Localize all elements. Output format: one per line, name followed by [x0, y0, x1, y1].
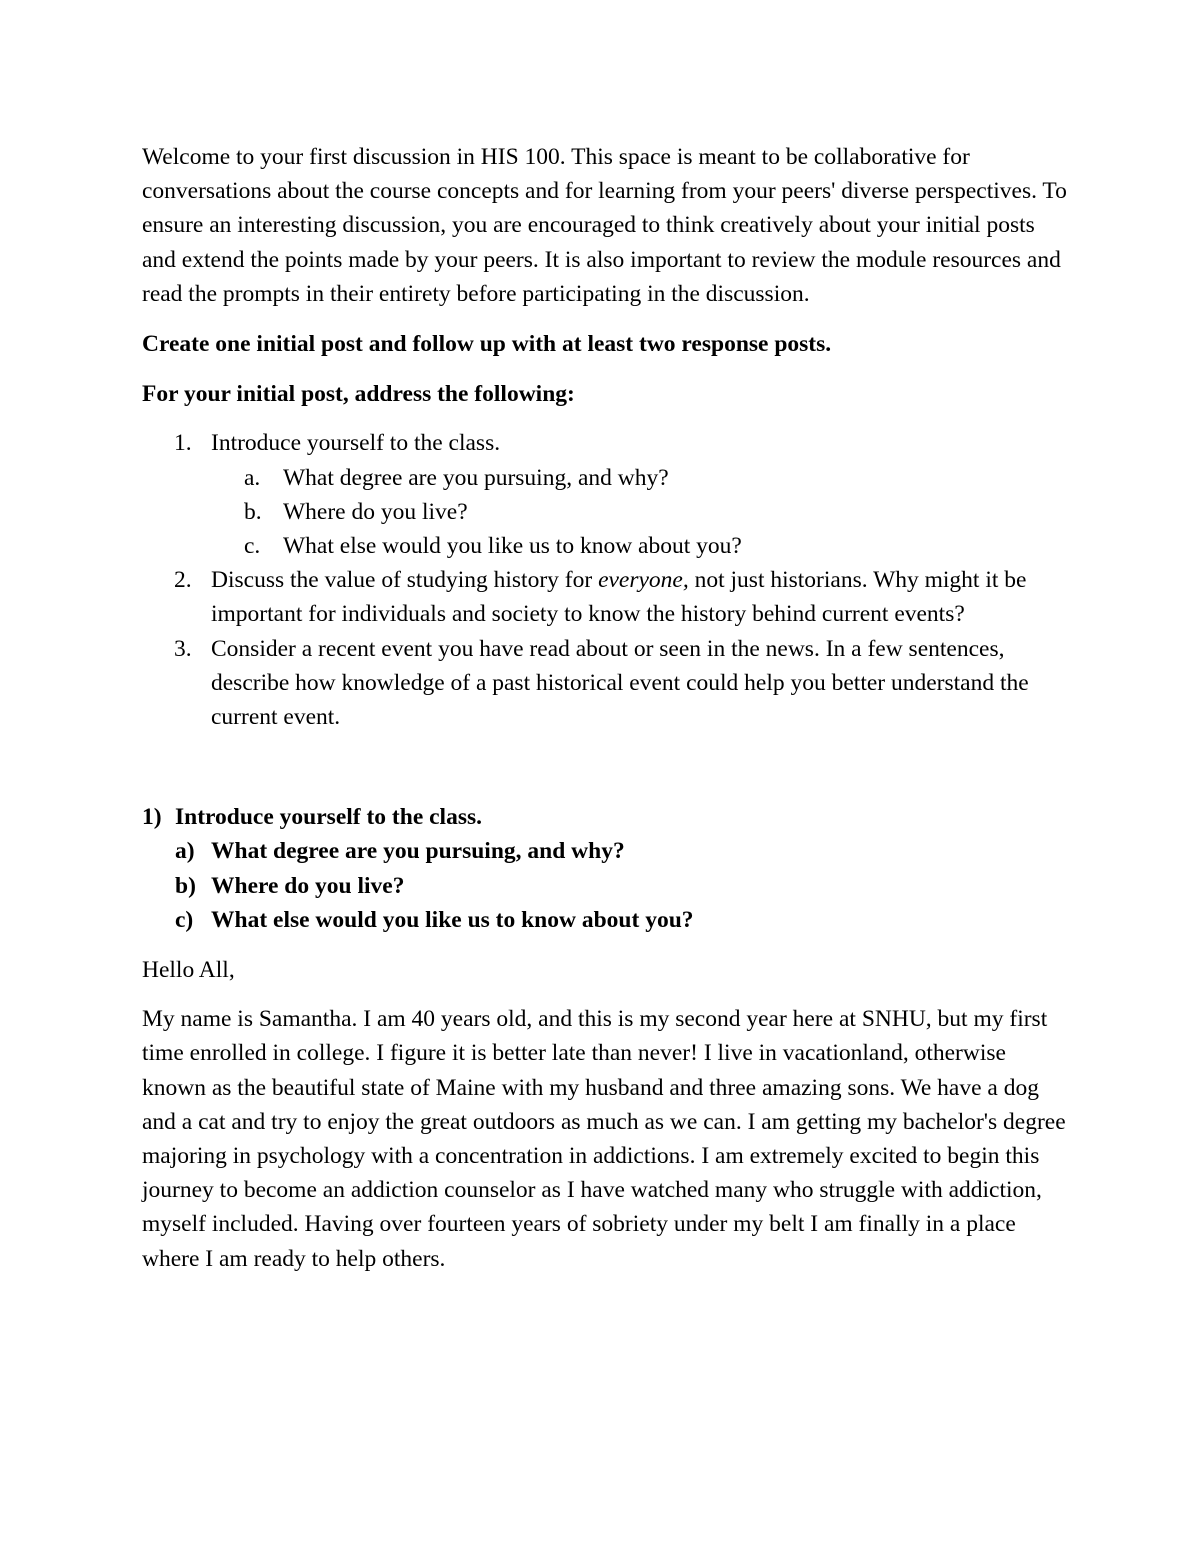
- prompt-text-after: not just historians. Why might it be important for individuals and society to know the history behind current events?: [211, 567, 1027, 628]
- prompt-subitem-letter: c.: [244, 533, 261, 560]
- answer-heading-subitem-text: Where do you live?: [211, 872, 405, 899]
- answer-heading-list: [142, 800, 1072, 937]
- prompt-subitem-letter: a.: [244, 464, 261, 491]
- greeting: Hello All,: [142, 957, 235, 984]
- prompt-number: 3.: [174, 635, 192, 662]
- answer-heading-subitem-text: What else would you like us to know about you?: [211, 906, 694, 933]
- answer-heading-subitem: [175, 869, 1072, 903]
- prompt-sublist: [211, 461, 1072, 564]
- document-page: [142, 140, 1072, 1276]
- prompt-item-2: [142, 563, 1072, 631]
- prompt-subitem: [211, 529, 1072, 563]
- response-paragraph: My name is Samantha. I am 40 years old, and this is my second year here at SNHU, but my first time enrolled in college. I figure it is better late than never! I live in vacationland, otherwise known as the beautiful state of Maine with my husband and three amazing sons. We have a dog and a cat and try to enjoy the great outdoors as much as we can. I am getting my bachelor's degree majoring in psychology with a concentration in addictions. I am extremely excited to begin this journey to become an addiction counselor as I have watched many who struggle with addiction, myself included. Having over fourteen years of sobriety under my belt I am finally in a place where I am ready to help others.: [142, 1006, 1066, 1272]
- answer-heading-subitem: [175, 903, 1072, 937]
- prompt-text-emphasis: everyone,: [598, 567, 689, 594]
- instruction-initial-post: For your initial post, address the following:: [142, 381, 575, 408]
- intro-paragraph: Welcome to your first discussion in HIS 100. This space is meant to be collaborative for conversations about the course concepts and for learning from your peers' diverse perspectives. To ensure an interesting discussion, you are encouraged to think creatively about your initial posts and extend the points made by your peers. It is also important to review the module resources and read the prompts in their entirety before participating in the discussion.: [142, 144, 1067, 307]
- prompt-text: Consider a recent event you have read about or seen in the news. In a few sentences, describe how knowledge of a past historical event could help you better understand the current event.: [211, 635, 1029, 731]
- prompt-subitem: [211, 461, 1072, 495]
- instruction-posts: Create one initial post and follow up with at least two response posts.: [142, 331, 832, 358]
- answer-heading-subitem-letter: b): [175, 872, 196, 899]
- answer-heading-subitem-letter: c): [175, 906, 194, 933]
- section-spacer: [142, 734, 1072, 800]
- prompt-subitem-text: What degree are you pursuing, and why?: [283, 464, 669, 491]
- prompt-text: Introduce yourself to the class.: [211, 430, 501, 457]
- prompt-subitem-text: What else would you like us to know about you?: [283, 533, 742, 560]
- prompt-number: 2.: [174, 567, 192, 594]
- prompt-number: 1.: [174, 430, 192, 457]
- prompt-item-1: [142, 426, 1072, 563]
- prompt-list: [142, 426, 1072, 734]
- answer-heading-subitem: [175, 834, 1072, 868]
- answer-heading-sublist: [175, 834, 1072, 937]
- prompt-subitem-text: Where do you live?: [283, 498, 468, 525]
- prompt-subitem-letter: b.: [244, 498, 262, 525]
- answer-heading-subitem-letter: a): [175, 838, 195, 865]
- prompt-subitem: [211, 495, 1072, 529]
- prompt-item-3: [142, 632, 1072, 735]
- prompt-text-before: Discuss the value of studying history for: [211, 567, 599, 594]
- answer-heading-number: 1): [142, 804, 162, 831]
- answer-heading-subitem-text: What degree are you pursuing, and why?: [211, 838, 625, 865]
- answer-heading-item: [142, 800, 1072, 937]
- answer-heading-text: Introduce yourself to the class.: [175, 804, 483, 831]
